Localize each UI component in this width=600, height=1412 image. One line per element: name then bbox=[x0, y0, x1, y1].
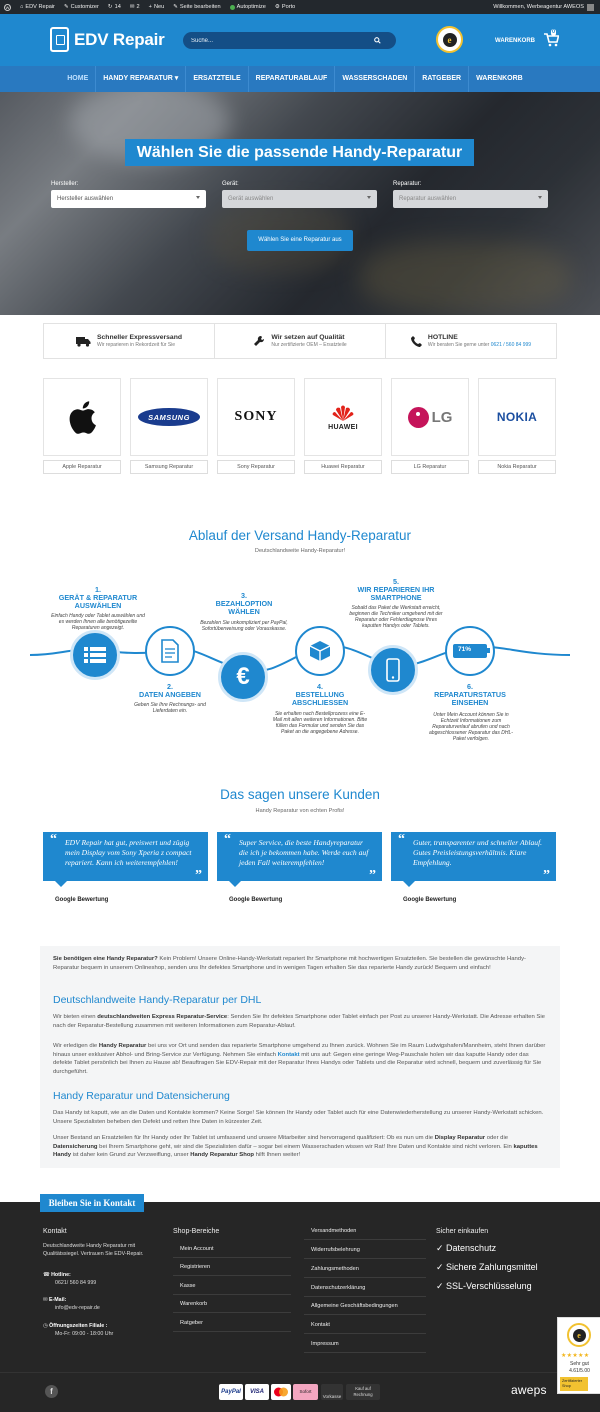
brand-sony-tile[interactable] bbox=[217, 378, 295, 456]
step-5-title bbox=[348, 578, 444, 602]
content-bold: Handy Reparatur Shop bbox=[190, 1152, 255, 1159]
content-text: Das Handy ist kaputt, wie an die Daten und Kontakte kommen? Keine Sorge! Sie können Ihr Handy oder Tablet auch für eine Datenwiederherstellung zu unserer Handy-Werkstatt schicken. Unsere Spezialisten beheben den Defekt und retten Ihre Daten in kürzester Zeit. bbox=[53, 1110, 544, 1125]
status-percent: 71% bbox=[458, 646, 472, 653]
wordpress-icon[interactable]: W bbox=[5, 4, 10, 10]
brand-nokia-button[interactable]: Nokia Reparatur bbox=[478, 460, 556, 474]
step-2-title bbox=[125, 683, 215, 699]
speech-tail bbox=[229, 881, 241, 887]
admin-customizer-label: Customizer bbox=[70, 4, 99, 10]
feature-title: HOTLINE bbox=[427, 334, 458, 341]
footer-contact-text bbox=[43, 1242, 143, 1258]
testimonial-author: Google Bewertung bbox=[403, 897, 457, 903]
brand-apple-button[interactable]: Apple Reparatur bbox=[43, 460, 121, 474]
feature-subtitle: Nur zertifizierte OEM – Ersatzteile bbox=[271, 342, 347, 348]
footer-link-datenschutzerklaerung[interactable]: Datenschutzerklärung bbox=[304, 1279, 426, 1297]
agency-logo[interactable]: aweps bbox=[511, 1383, 547, 1397]
hotline-label: Hotline: bbox=[51, 1272, 71, 1278]
step-title-text: GERÄT & REPARATUR AUSWÄHLEN bbox=[58, 593, 138, 610]
nav-ratgeber[interactable]: RATGEBER bbox=[422, 75, 462, 82]
brand-lg-tile[interactable] bbox=[391, 378, 469, 456]
footer-shop-heading: Shop-Bereiche bbox=[173, 1228, 220, 1235]
admin-bar bbox=[0, 0, 600, 14]
huawei-wordmark: HUAWEI bbox=[328, 423, 358, 431]
testimonial-text: Guter, transparenter und schneller Ablauf. Gutes Preisleistungsverhältnis. Klare Empfehlung. bbox=[413, 838, 543, 867]
admin-updates-link[interactable]: ↻ 14 bbox=[107, 4, 121, 10]
footer-email-link[interactable]: info@edv-repair.de bbox=[55, 1305, 100, 1311]
huawei-flower-icon bbox=[332, 404, 354, 422]
step-4-circle bbox=[295, 626, 345, 676]
process-subtitle: Deutschlandweite Handy-Reparatur! bbox=[254, 548, 346, 554]
content-paragraph bbox=[53, 1109, 548, 1126]
device-select-group bbox=[222, 181, 377, 208]
feature-subtitle: Wir reparieren in Rekordzeit für Sie bbox=[96, 342, 176, 348]
status-dot-icon bbox=[230, 5, 235, 10]
brand-samsung-button[interactable]: Samsung Reparatur bbox=[130, 460, 208, 474]
quote-close-icon: ” bbox=[195, 868, 202, 883]
contact-link[interactable]: Kontakt bbox=[277, 1051, 300, 1058]
logo-icon bbox=[50, 27, 69, 52]
nav-warenkorb[interactable]: WARENKORB bbox=[476, 75, 523, 82]
choose-repair-button[interactable]: Wählen Sie eine Reparatur aus bbox=[247, 230, 353, 251]
content-bold: Sie benötigen eine Handy Reparatur? bbox=[53, 956, 158, 962]
admin-edit-page-link[interactable]: ✎ Seite bearbeiten bbox=[173, 4, 221, 10]
cart-count: 0 bbox=[552, 29, 556, 35]
process-title: Ablauf der Versand Handy-Reparatur bbox=[188, 528, 412, 543]
content-text: : Senden Sie Ihr defektes Smartphone oder Tablet einfach per Post zu unserer Handy-Werkstatt. Die Adresse erhalten Sie nach der Reparatur-Bestellung zusammen mit weiteren Informationen zum Reparatur-Ablauf. bbox=[53, 1014, 545, 1029]
footer-email bbox=[43, 1296, 100, 1312]
sofort-logo: Sofort bbox=[293, 1384, 318, 1400]
footer-link-registrieren[interactable]: Registrieren bbox=[173, 1258, 291, 1276]
footer-contact-tab: Bleiben Sie in Kontakt bbox=[40, 1194, 144, 1212]
search-bar bbox=[183, 32, 396, 49]
quote-close-icon: ” bbox=[369, 868, 376, 883]
nav-reparaturablauf[interactable]: REPARATURABLAUF bbox=[255, 75, 328, 82]
clock-icon: ◷ bbox=[43, 1323, 48, 1329]
apple-logo-icon bbox=[67, 399, 97, 435]
footer-link-versandmethoden[interactable]: Versandmethoden bbox=[304, 1222, 426, 1240]
step-3-circle bbox=[218, 652, 268, 702]
site-header bbox=[0, 14, 600, 66]
secure-item: ✓ Datenschutz bbox=[436, 1243, 497, 1253]
brand-huawei-tile[interactable] bbox=[304, 378, 382, 456]
content-text: mit uns auf: Gegen eine geringe Weg-Pauschale holen wir das kaputte Handy oder das defekte Tablet persönlich bei Ihnen zu Hause ab! Beauftragen Sie EDV-Repair mit der Reparatur Ihres Handys oder Tablets und die Reparatur wird schnell, bequem und zuverlässig für Sie durchgeführt. bbox=[53, 1051, 542, 1075]
admin-account-link[interactable] bbox=[493, 0, 594, 14]
repair-select-group bbox=[393, 181, 548, 208]
step-title-text: WIR REPARIEREN IHR SMARTPHONE bbox=[357, 585, 435, 602]
quote-open-icon: “ bbox=[50, 832, 57, 847]
wrench-icon bbox=[253, 335, 265, 347]
certified-shop-badge: Zertifizierter Shop bbox=[560, 1377, 588, 1391]
content-text: ist daher kein Grund zur Verzweiflung, unser bbox=[71, 1152, 191, 1159]
speech-tail bbox=[403, 881, 415, 887]
mastercard-circles-icon bbox=[273, 1387, 289, 1397]
lg-face-icon bbox=[408, 407, 429, 428]
huawei-logo bbox=[328, 404, 358, 431]
secure-item: ✓ Sichere Zahlungsmittel bbox=[436, 1262, 538, 1272]
footer-link-kontakt[interactable]: Kontakt bbox=[304, 1316, 426, 1334]
content-heading: Deutschlandweite Handy-Reparatur per DHL bbox=[53, 994, 262, 1006]
admin-autoptimize-link[interactable] bbox=[230, 4, 266, 10]
admin-site-link[interactable]: ⌂ EDV Repair bbox=[20, 4, 55, 10]
footer-text-line: Deutschlandweite Handy Reparatur mit bbox=[43, 1243, 136, 1249]
footer-link-warenkorb[interactable]: Warenkorb bbox=[173, 1295, 291, 1313]
step-number: 3. bbox=[241, 591, 247, 600]
step-3-text: Bezahlen Sie unkompliziert per PayPal, Sofortüberweisung oder Vorauskasse. bbox=[200, 620, 288, 632]
brand-nokia-tile[interactable] bbox=[478, 378, 556, 456]
vorkasse-logo: Vorkasse bbox=[321, 1384, 343, 1400]
feature-title: Schneller Expressversand bbox=[96, 334, 182, 341]
testimonial-card bbox=[43, 832, 208, 881]
logo-text: EDV Repair bbox=[74, 29, 165, 49]
admin-greeting: Willkommen, Werbeagentur AWEOS bbox=[493, 4, 584, 10]
quote-close-icon: ” bbox=[543, 868, 550, 883]
content-text: bei Ihrem Smartphone geht, wir sind die Spezialisten dafür – sogar bei einem Wasserschaden wissen wir Rat! Ihre Daten und Kontakte sind nicht verloren. Ein bbox=[97, 1143, 514, 1150]
rating-label: Sehr gut bbox=[570, 1361, 589, 1367]
step-2-text: Geben Sie Ihre Rechnungs- und Lieferdaten ein. bbox=[134, 702, 206, 714]
battery-tip bbox=[487, 648, 490, 653]
sony-logo: SONY bbox=[234, 409, 278, 424]
footer-link-zahlungsmethoden[interactable]: Zahlungsmethoden bbox=[304, 1260, 426, 1278]
step-3-title bbox=[202, 592, 286, 616]
step-1-title bbox=[48, 586, 148, 610]
step-5-text: Sobald das Paket die Werkstatt erreicht, beginnen die Techniker umgehend mit der Reparatur oder Fehlerdiagnose Ihres kaputten Handys oder Tablets. bbox=[349, 605, 443, 629]
hours-label: Öffnungszeiten Filiale : bbox=[49, 1323, 108, 1329]
testimonials-subtitle: Handy Reparatur von echten Profis! bbox=[255, 808, 345, 814]
testimonial-card bbox=[391, 832, 556, 881]
repair-label: Reparatur: bbox=[393, 181, 422, 187]
lg-wordmark: LG bbox=[431, 408, 453, 426]
search-button[interactable] bbox=[369, 32, 386, 49]
content-text: bei uns vor Ort und senden das reparierte Smartphone umgehend zu Ihnen zurück. Wohnen Sie im Raum Ludwigshafen/Mannheim, steht Ihnen darüber hinaus unser exklusiver Abhol- und Bring-Service zur Verfügung. Nehmen Sie einfach bbox=[53, 1043, 546, 1058]
nav-ersatzteile[interactable]: ERSATZTEILE bbox=[193, 75, 241, 82]
content-paragraph bbox=[53, 955, 548, 972]
quote-open-icon: “ bbox=[398, 832, 405, 847]
brand-huawei-button[interactable]: Huawei Reparatur bbox=[304, 460, 382, 474]
testimonial-author: Google Bewertung bbox=[55, 897, 109, 903]
content-bold: kaputtes Handy bbox=[53, 1143, 538, 1159]
admin-autoptimize-label: Autoptimize bbox=[236, 4, 266, 10]
admin-comments-link[interactable]: ✉ 2 bbox=[129, 4, 140, 10]
avatar bbox=[587, 4, 594, 11]
step-number: 5. bbox=[393, 577, 399, 586]
main-nav bbox=[0, 66, 600, 92]
content-paragraph bbox=[53, 1042, 548, 1076]
step-6-circle bbox=[445, 626, 495, 676]
step-number: 1. bbox=[95, 585, 101, 594]
cart-link[interactable] bbox=[495, 29, 559, 49]
content-bold: Handy Reparatur bbox=[98, 1043, 147, 1049]
samsung-logo: SAMSUNG bbox=[138, 408, 200, 426]
euro-icon: € bbox=[236, 663, 250, 690]
hotline-phone-link[interactable]: 0621 / 560 84 999 bbox=[490, 342, 532, 348]
content-paragraph bbox=[53, 1013, 548, 1030]
content-bold: Display Reparatur bbox=[434, 1135, 486, 1141]
search-icon bbox=[374, 37, 381, 44]
site-logo[interactable] bbox=[50, 27, 165, 52]
footer-text-line: Qualitätssiegel. Vertrauen Sie EDV-Repair. bbox=[43, 1251, 144, 1257]
visa-logo: VISA bbox=[245, 1384, 269, 1400]
phone-icon bbox=[411, 336, 422, 347]
trusted-shops-seal-icon bbox=[567, 1323, 591, 1347]
trusted-shops-letter: e bbox=[573, 1329, 586, 1342]
step-title-text: BESTELLUNG ABSCHLIESSEN bbox=[291, 690, 349, 707]
device-label: Gerät: bbox=[222, 181, 239, 187]
lg-logo bbox=[408, 407, 453, 428]
brand-sony-button[interactable]: Sony Reparatur bbox=[217, 460, 295, 474]
footer-link-impressum[interactable]: Impressum bbox=[304, 1335, 426, 1353]
step-title-text: REPARATURSTATUS EINSEHEN bbox=[434, 690, 506, 707]
footer-link-widerrufsbelehrung[interactable]: Widerrufsbelehrung bbox=[304, 1241, 426, 1259]
feature-hotline bbox=[386, 324, 556, 358]
testimonial-author: Google Bewertung bbox=[229, 897, 283, 903]
secure-item: ✓ SSL-Verschlüsselung bbox=[436, 1281, 532, 1291]
step-6-text: Unter Mein Account können Sie in Echtzeit Informationen zum Reparaturverlauf abrufen und nach abgeschlossener Reparatur das DHL-Paket verfolgen. bbox=[429, 712, 513, 742]
footer-link-kasse[interactable]: Kasse bbox=[173, 1277, 291, 1295]
cart-icon bbox=[543, 29, 559, 49]
battery-status-icon bbox=[453, 644, 487, 658]
repair-select[interactable]: Reparatur auswählen bbox=[393, 190, 548, 208]
hero-title: Wählen Sie die passende Handy-Reparatur bbox=[125, 139, 474, 166]
step-number: 4. bbox=[317, 682, 323, 691]
brand-samsung-tile[interactable] bbox=[130, 378, 208, 456]
step-5-circle bbox=[368, 645, 418, 695]
footer-secure-heading: Sicher einkaufen bbox=[436, 1228, 489, 1235]
feature-express bbox=[44, 324, 215, 358]
admin-edit-page-label: Seite bearbeiten bbox=[179, 4, 221, 10]
brand-lg-button[interactable]: LG Reparatur bbox=[391, 460, 469, 474]
footer-link-ratgeber[interactable]: Ratgeber bbox=[173, 1314, 291, 1332]
step-2-circle bbox=[145, 626, 195, 676]
content-bold: Datensicherung bbox=[53, 1143, 98, 1150]
footer-hours bbox=[43, 1322, 113, 1338]
manufacturer-label: Hersteller: bbox=[51, 181, 79, 187]
device-select[interactable]: Gerät auswählen bbox=[222, 190, 377, 208]
manufacturer-select[interactable]: Hersteller auswählen bbox=[51, 190, 206, 208]
testimonial-text: Super Service, die beste Handyreparatur die ich je bekommen habe. Werde euch auf jeden Fall weiterempfehlen! bbox=[239, 838, 369, 867]
step-number: 2. bbox=[167, 682, 173, 691]
mastercard-logo bbox=[271, 1384, 291, 1400]
rating-stars: ★★★★★ bbox=[561, 1353, 590, 1359]
content-text: Wir erledigen die bbox=[53, 1043, 99, 1049]
step-title-text: BEZAHLOPTION WÄHLEN bbox=[215, 599, 273, 616]
admin-new-label: Neu bbox=[153, 4, 165, 10]
admin-updates-count: 14 bbox=[114, 4, 121, 10]
nav-home[interactable]: HOME bbox=[67, 75, 89, 82]
step-6-title bbox=[422, 683, 518, 707]
content-text: oder die bbox=[485, 1135, 509, 1141]
testimonials-title: Das sagen unsere Kunden bbox=[220, 787, 380, 802]
nav-wasserschaden[interactable]: WASSERSCHADEN bbox=[342, 75, 408, 82]
step-title-text: DATEN ANGEBEN bbox=[139, 690, 201, 699]
nav-handy-reparatur[interactable]: HANDY REPARATUR ▾ bbox=[103, 75, 179, 82]
mail-icon: ✉ bbox=[43, 1297, 48, 1303]
step-1-text: Einfach Handy oder Tablet auswählen und es werden Ihnen alle benötigezeilte Reparaturen angezeigt. bbox=[51, 613, 145, 631]
content-heading: Handy Reparatur und Datensicherung bbox=[53, 1090, 230, 1102]
footer-hotline-link[interactable]: 0621/ 560 84 999 bbox=[55, 1280, 97, 1286]
trusted-shops-logo: e bbox=[443, 33, 457, 47]
content-paragraph bbox=[53, 1134, 548, 1160]
content-text: Kein Problem! Unsere Online-Handy-Werkstatt repariert Ihr Smartphone mit hochwertigen Ersatzteilen. Sie bestellen die gewünschte Handy-Reparatur bequem in unserem Onlineshop, senden uns Ihr defektes Smartphone und in wenigen Tagen erhalten Sie das reparierte Handy zurück! Bequem und einfach! bbox=[53, 956, 526, 971]
admin-site-label: EDV Repair bbox=[25, 4, 55, 10]
rechnung-logo: Kauf auf Rechnung bbox=[346, 1384, 380, 1400]
cart-label: WARENKORB bbox=[495, 38, 535, 44]
phone-icon: ☎ bbox=[43, 1272, 50, 1278]
feature-subtitle-text: Wir beraten Sie gerne unter bbox=[427, 342, 490, 348]
feature-title: Wir setzen auf Qualität bbox=[271, 334, 345, 341]
package-icon bbox=[308, 639, 332, 663]
footer-contact-heading: Kontakt bbox=[43, 1228, 67, 1235]
document-icon bbox=[160, 639, 180, 663]
search-input[interactable] bbox=[183, 38, 369, 44]
manufacturer-select-group bbox=[51, 181, 206, 208]
rating-value: 4.61/5.00 bbox=[569, 1368, 590, 1374]
quote-open-icon: “ bbox=[224, 832, 231, 847]
testimonial-card bbox=[217, 832, 382, 881]
testimonial-text: EDV Repair hat gut, preiswert und zügig mein Display vom Sony Xperia z compact repariert. Kann ich weiterempfehlen! bbox=[65, 838, 192, 867]
brand-apple-tile[interactable] bbox=[43, 378, 121, 456]
admin-porto-link[interactable]: ⚙ Porto bbox=[274, 4, 296, 10]
step-4-title bbox=[272, 683, 368, 707]
content-bold: deutschlandweiten Express Reparatur-Service bbox=[97, 1014, 228, 1020]
admin-porto-label: Porto bbox=[281, 4, 296, 10]
step-4-text: Sie erhalten nach Bestellprozess eine E-Mail mit allen weiteren Informationen. Bitte füllen das Formular und senden Sie das Paket an die angegebene Adresse. bbox=[272, 711, 368, 735]
step-number: 6. bbox=[467, 682, 473, 691]
footer-link-agb[interactable]: Allgemeine Geschäftsbedingungen bbox=[304, 1297, 426, 1315]
speech-tail bbox=[55, 881, 67, 887]
features-bar bbox=[43, 323, 557, 359]
footer-link-mein-account[interactable]: Mein Account bbox=[173, 1240, 291, 1258]
trusted-shops-seal[interactable] bbox=[436, 26, 463, 53]
trusted-shops-widget[interactable] bbox=[557, 1317, 600, 1394]
admin-comments-count: 2 bbox=[136, 4, 140, 10]
content-text: Wir bieten einen bbox=[53, 1014, 98, 1020]
footer-hotline bbox=[43, 1271, 96, 1287]
facebook-icon[interactable]: f bbox=[45, 1385, 58, 1398]
smartphone-icon bbox=[386, 658, 400, 682]
feature-subtitle bbox=[428, 342, 531, 348]
list-icon bbox=[84, 647, 106, 663]
nokia-logo: NOKIA bbox=[496, 410, 538, 424]
hours-value: Mo-Fr: 09:00 - 18:00 Uhr bbox=[55, 1331, 114, 1337]
admin-customizer-link[interactable]: ✎ Customizer bbox=[63, 4, 99, 10]
paypal-logo: PayPal bbox=[219, 1384, 243, 1400]
admin-new-link[interactable]: + Neu bbox=[148, 4, 165, 10]
content-text: hilft Ihnen weiter! bbox=[254, 1152, 301, 1159]
email-label: E-Mail: bbox=[48, 1297, 67, 1303]
feature-quality bbox=[215, 324, 386, 358]
step-1-circle bbox=[70, 630, 120, 680]
truck-icon bbox=[76, 336, 91, 347]
content-text: Unser Bestand an Ersatzteilen für Ihr Handy oder Ihr Tablet ist umfassend und unsere Mitarbeiter sind hervorragend qualifiziert: Ob es nun um die bbox=[53, 1135, 435, 1141]
